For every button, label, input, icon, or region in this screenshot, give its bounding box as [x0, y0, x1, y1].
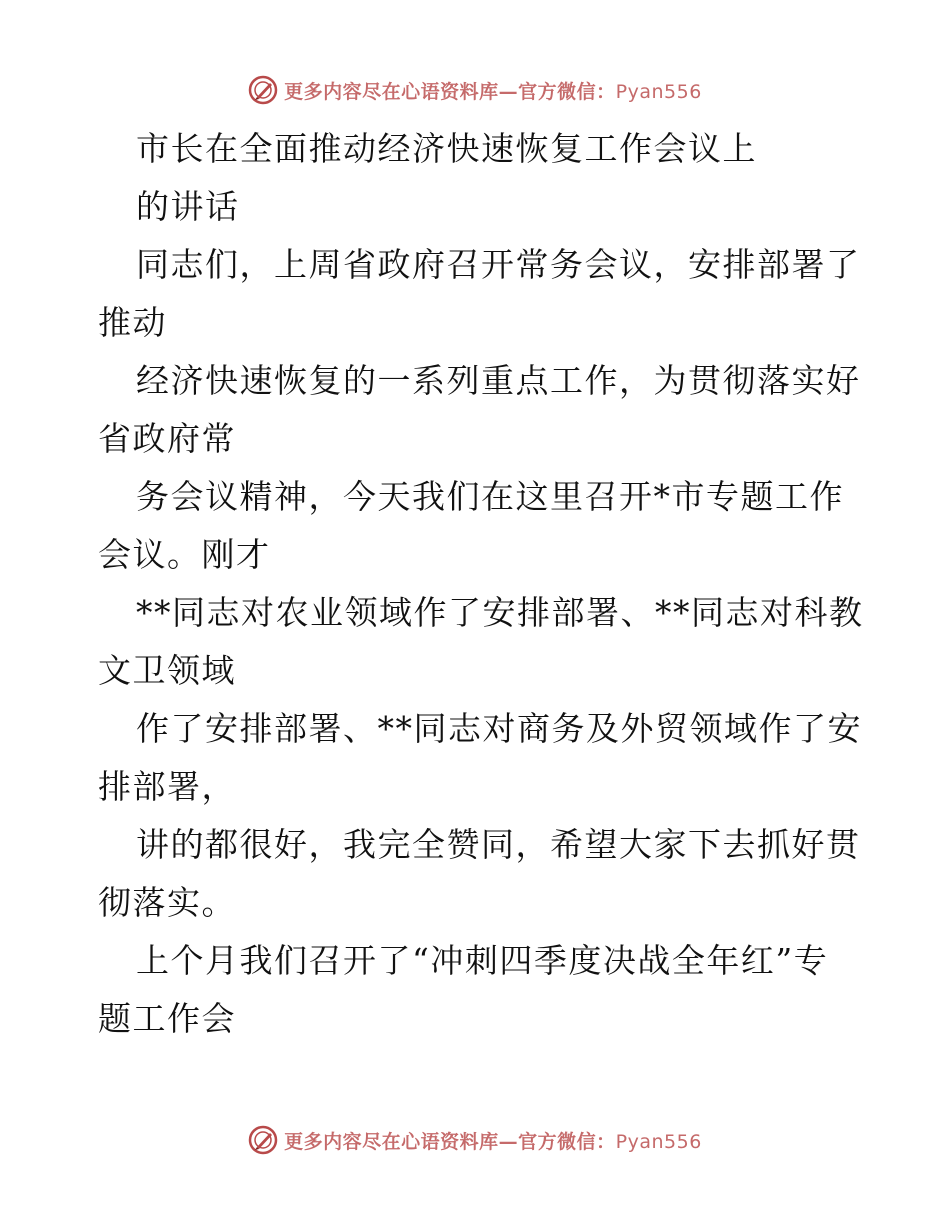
watermark-text: 更多内容尽在心语资料库—官方微信：Pyan556 — [284, 80, 702, 103]
text-line: 会议。刚才 — [98, 535, 271, 574]
pen-logo-icon — [248, 75, 278, 105]
watermark-banner-bottom — [0, 1120, 950, 1160]
text-line: 题工作会 — [98, 999, 236, 1038]
watermark-text: 更多内容尽在心语资料库—官方微信：Pyan556 — [284, 1130, 702, 1153]
document-title-line-2: 的讲话 — [136, 187, 240, 226]
text-line: 文卫领域 — [98, 651, 236, 690]
text-line: 务会议精神，今天我们在这里召开*市专题工作 — [136, 477, 844, 516]
text-line: 省政府常 — [98, 419, 236, 458]
document-title-line-1: 市长在全面推动经济快速恢复工作会议上 — [136, 129, 757, 168]
text-line: 推动 — [98, 303, 167, 342]
text-line: 上个月我们召开了“冲刺四季度决战全年红”专 — [136, 941, 829, 980]
text-line: 同志们，上周省政府召开常务会议，安排部署了 — [136, 245, 861, 284]
text-line: 作了安排部署、**同志对商务及外贸领域作了安 — [136, 709, 862, 748]
watermark-banner-top — [0, 70, 950, 110]
text-line: 排部署， — [98, 767, 236, 806]
pen-logo-icon — [248, 1125, 278, 1155]
text-line: **同志对农业领域作了安排部署、**同志对科教 — [136, 593, 864, 632]
text-line: 经济快速恢复的一系列重点工作，为贯彻落实好 — [136, 361, 861, 400]
text-line: 讲的都很好，我完全赞同，希望大家下去抓好贯 — [136, 825, 861, 864]
wechat-id: Pyan556 — [615, 1130, 702, 1153]
document-body — [98, 120, 864, 1048]
wechat-id: Pyan556 — [615, 80, 702, 103]
text-line: 彻落实。 — [98, 883, 236, 922]
